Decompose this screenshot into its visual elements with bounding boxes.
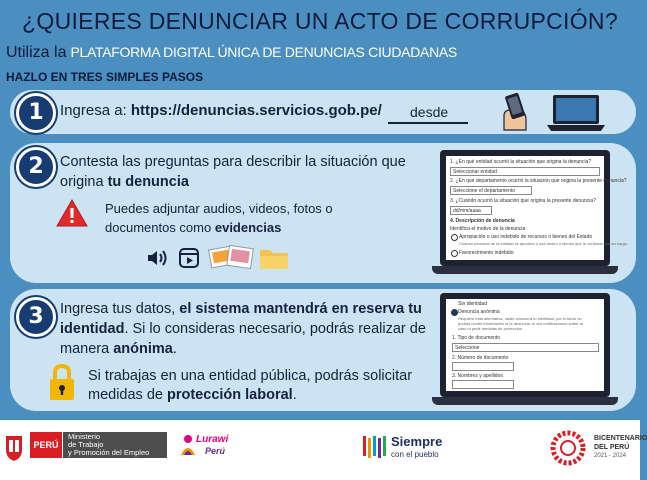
subtitle (6, 44, 457, 62)
step2-adjunta2 (105, 218, 281, 237)
form3-f1-value: Seleccione (455, 345, 480, 351)
form3-radio-anon[interactable] (451, 309, 458, 316)
step2-adjunta1: Puedes adjuntar audios, videos, fotos o (105, 201, 333, 216)
siempre-logo-icon (362, 434, 390, 465)
form2-q3: 3. ¿Cuándo ocurrió la situación que origina la presente denuncia? (450, 198, 596, 204)
form3-f3-input[interactable] (452, 380, 514, 389)
form3-f3: 3. Nombres y apellidos (452, 373, 503, 379)
form2-q4-sub: Identifica el motivo de la denuncia (450, 226, 526, 232)
step2-line2-bold: tu denuncia (107, 174, 189, 190)
step2-line1: Contesta las preguntas para describir la situación que (60, 154, 406, 170)
peru-label-box (30, 432, 62, 458)
form3-f1: 1. Tipo de documento (452, 335, 501, 341)
form3-a1: Denuncia anónima (458, 309, 500, 315)
step3-line1-pre: Ingresa tus datos, (60, 301, 176, 317)
form3-f2-input[interactable] (452, 362, 514, 371)
step3-form (446, 299, 604, 391)
form2-radio2[interactable] (451, 250, 458, 257)
form2-radio1[interactable] (451, 234, 458, 241)
lurawi-text1: Lurawi (196, 434, 229, 445)
form3-a0: Sin identidad (458, 301, 487, 307)
bicentenario-text3: 2021 - 2024 (594, 453, 627, 459)
step3-line1 (60, 299, 422, 319)
steps-heading: HAZLO EN TRES SIMPLES PASOS (6, 70, 204, 84)
step3-line3-pre: manera (60, 341, 110, 357)
step1-label: Ingresa a: (60, 102, 127, 119)
form3-f1-select[interactable] (452, 343, 599, 352)
step2-line2-pre: origina (60, 174, 104, 190)
step2-adjunta2-bold: evidencias (214, 220, 282, 235)
step3-line1-bold: el sistema mantendrá en reserva tu (179, 301, 422, 317)
form2-q1-select[interactable] (450, 167, 600, 176)
form2-q2: 2. ¿En qué departamento ocurrió la situación que origina la presente denuncia? (450, 178, 627, 184)
form2-q2-select[interactable] (450, 186, 532, 195)
step3-line2 (60, 319, 426, 339)
form2-q2-value: Seleccione el departamento (453, 188, 515, 194)
form3-a1-desc: Requiere esta alternativa, nadie conocerá tu identidad, por lo tanto no podrás recibir información ni la denuncia, ni dar notificaciones sobre tu caso ni pedir medidas de protección. (458, 316, 583, 331)
form2-opt2: Favorecimiento indebido (459, 250, 514, 256)
step2-laptop-base (432, 266, 618, 274)
ministry-line2: de Trabajo (68, 440, 104, 449)
bicentenario-logo-icon (548, 428, 588, 473)
form2-q1-value: Seleccionar entidad (453, 169, 497, 175)
lurawi-text2: Perú (205, 446, 226, 456)
step3-line2-rest: . Si lo consideras necesario, podrás realizar de (124, 321, 426, 337)
step1-text (60, 101, 382, 121)
form2-opt1: Apropiación o uso indebido de recursos o bienes del Estado (459, 234, 593, 240)
step1-url[interactable]: https://denuncias.servicios.gob.pe/ (130, 102, 382, 119)
step3-work1: Si trabajas en una entidad pública, podrás solicitar (88, 368, 413, 384)
desde-label: desde (410, 104, 449, 120)
step3-laptop (440, 293, 610, 405)
folder-icon (258, 245, 290, 276)
lurawi-logo-icon (178, 433, 198, 462)
step3-number: 3 (16, 297, 56, 337)
step3-work2-end: . (292, 387, 297, 403)
step2-adjunta2-pre: documentos como (105, 220, 212, 235)
peru-label: PERÚ (33, 440, 59, 450)
step1-number: 1 (16, 93, 56, 133)
step2-laptop (440, 150, 629, 275)
step2-form (446, 156, 629, 260)
audio-icon (146, 248, 168, 273)
form2-q3-value: dd/mm/aaaa (453, 208, 481, 214)
ministry-line3: y Promoción del Empleo (68, 448, 150, 457)
form2-q4: 4. Descripción de denuncia (450, 218, 515, 224)
page-title: ¿QUIERES DENUNCIAR UN ACTO DE CORRUPCIÓN? (22, 8, 618, 34)
bicentenario-text1: BICENTENARIO (594, 435, 647, 442)
step3-line3-bold: anónima (113, 341, 173, 357)
form2-q3-date[interactable] (450, 206, 492, 215)
lock-icon (48, 364, 76, 407)
step3-work2-pre: medidas de (88, 387, 163, 403)
form3-f2: 2. Número de documento (452, 355, 509, 361)
arrow-line (388, 122, 468, 124)
step3-laptop-base (432, 397, 618, 405)
step2-number: 2 (16, 147, 56, 187)
siempre-text2: con el pueblo (391, 450, 439, 459)
warning-icon (56, 198, 88, 228)
siempre-text1: Siempre (391, 434, 443, 449)
laptop-icon (545, 94, 607, 132)
step3-work2-bold: protección laboral (167, 387, 293, 403)
ministry-line1: Ministerio (68, 432, 101, 441)
step3-line3-end: . (172, 341, 177, 357)
form2-q1: 1. ¿En qué entidad ocurrió la situación que origina la denuncia? (450, 159, 592, 165)
step2-laptop-screen (440, 150, 629, 266)
bicentenario-text2: DEL PERÚ (594, 444, 630, 451)
step3-work2 (88, 385, 297, 405)
subtitle-lead: Utiliza la (6, 44, 67, 61)
photos-icon (208, 243, 256, 278)
form2-opt1-desc: Cuando personal de la entidad se apodera o usa dinero o bienes que le confiaron por su cargo. (459, 241, 629, 246)
step3-line3 (60, 339, 177, 359)
step2-line2 (60, 172, 189, 192)
video-icon (178, 247, 200, 274)
peru-shield-logo (4, 432, 24, 467)
step3-line2-bold: identidad (60, 321, 125, 337)
step3-laptop-screen (440, 293, 610, 397)
platform-name: PLATAFORMA DIGITAL ÚNICA DE DENUNCIAS CIUDADANAS (70, 44, 457, 60)
phone-hand-icon (498, 92, 532, 132)
